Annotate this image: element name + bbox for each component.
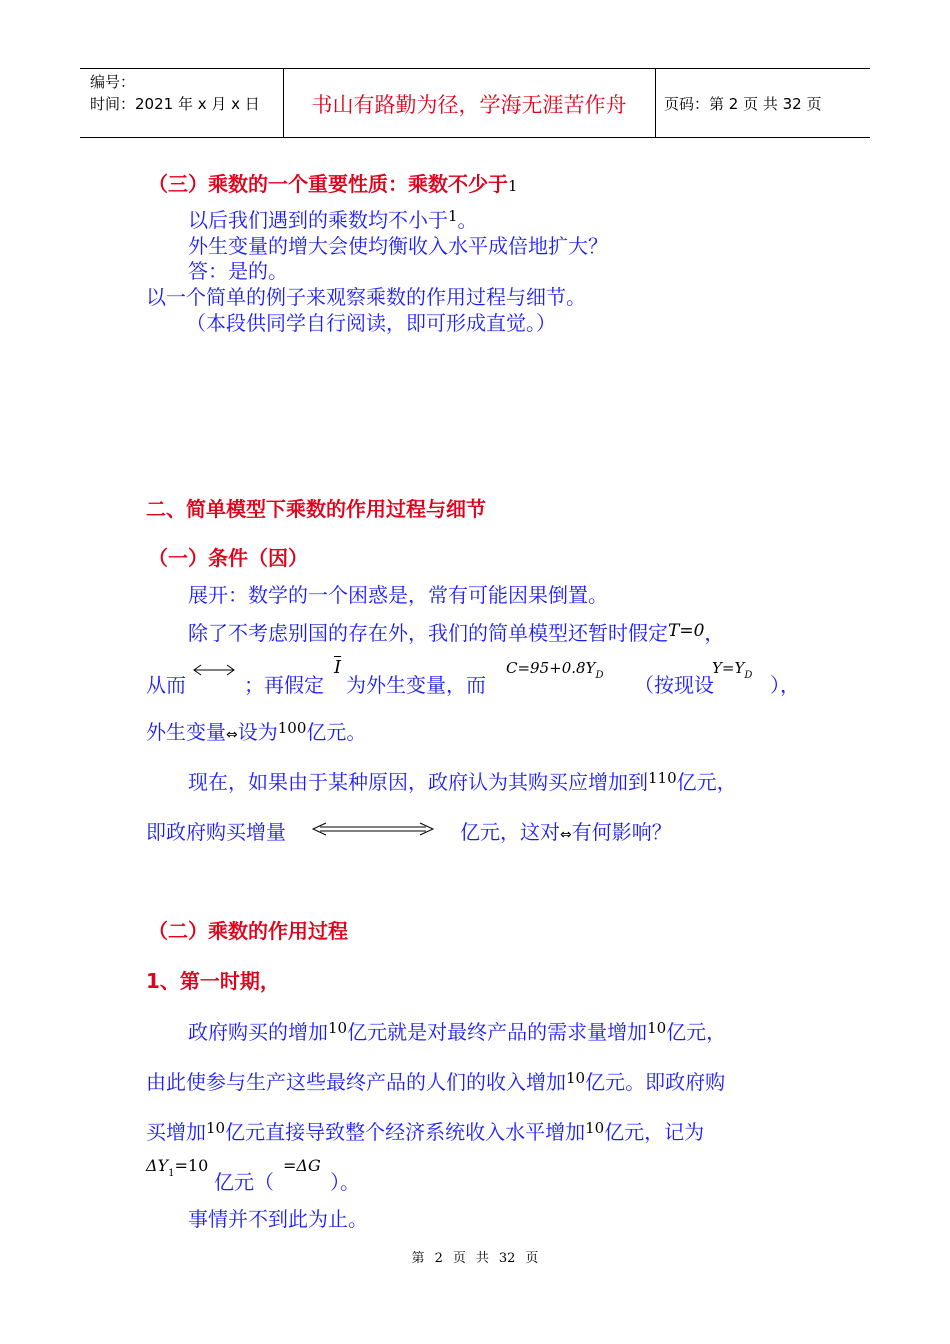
footer-text: 共 [475, 1251, 489, 1266]
header-meta [90, 71, 260, 115]
section-3-title [148, 172, 518, 198]
step-1-title: 1、第一时期， [146, 969, 280, 993]
condition-line-5-text: 现在，如果由于某种原因，政府认为其购买应增加到 [188, 770, 648, 794]
condition-line-4-end: 亿元。 [306, 720, 367, 744]
condition-line-3d: （按现设 [634, 673, 714, 697]
header-motto: 书山有路勤为径，学海无涯苦作舟 [311, 93, 627, 117]
condition-line-2-text: 除了不考虑别国的存在外，我们的简单模型还暂时假定 [188, 621, 668, 645]
para-1-text: 以后我们遇到的乘数均不小于 [188, 208, 448, 232]
para-3: 答：是的。 [188, 259, 288, 283]
math-delta-y1-sub: 1 [168, 1168, 175, 1179]
footer-page-number: 2 [434, 1251, 443, 1266]
condition-line-3c: 为外生变量，而 [346, 673, 486, 697]
value-110: 110 [648, 769, 677, 787]
detail-line-1-end: 亿元， [666, 1020, 727, 1044]
condition-line-2 [188, 621, 724, 647]
para-4: 以一个简单的例子来观察乘数的作用过程与细节。 [146, 285, 586, 309]
detail-line-3-text: 买增加 [146, 1120, 206, 1144]
value-10: 10 [206, 1119, 226, 1137]
condition-line-6-end: 有何影响？ [571, 820, 672, 844]
time-label: 时间：2021 年 x 月 x 日 [90, 95, 260, 113]
value-10: 10 [566, 1069, 586, 1087]
math-delta-y1-text: ΔY [146, 1156, 169, 1175]
math-y-equals-yd [712, 656, 752, 683]
value-10: 10 [328, 1019, 348, 1037]
condition-line-6-text: 亿元，这对 [460, 820, 560, 844]
math-consumption-text: C=95+0.8Y [506, 659, 596, 677]
para-1 [188, 208, 478, 234]
condition-line-3b: ；再假定 [244, 673, 324, 697]
footer-text: 第 [411, 1251, 425, 1266]
footer-text: 页 [452, 1251, 466, 1266]
header-divider [655, 69, 656, 137]
detail-line-2-text: 由此使参与生产这些最终产品的人们的收入增加 [146, 1070, 566, 1094]
para-1-end: 。 [457, 208, 478, 232]
detail-line-1-text: 政府购买的增加 [188, 1020, 328, 1044]
math-consumption-function [506, 656, 604, 683]
detail-line-1-mid: 亿元就是对最终产品的需求量增加 [347, 1020, 648, 1044]
footer-text: 页 [525, 1251, 539, 1266]
condition-line-4-mid: 设为 [237, 720, 278, 744]
subsection-2-title: （二）乘数的作用过程 [148, 919, 348, 943]
value-10: 10 [585, 1119, 605, 1137]
detail-line-1 [188, 1020, 726, 1046]
math-i-bar-text: $\overline{I}$ [334, 657, 342, 678]
condition-line-4 [146, 720, 366, 747]
page-footer [0, 1247, 950, 1266]
condition-line-6a: 即政府购买增量 [146, 820, 286, 844]
detail-line-4b: ）。 [330, 1170, 360, 1194]
condition-line-4-text: 外生变量 [146, 720, 226, 744]
value-100: 100 [277, 719, 307, 737]
condition-line-3a: 从而 [146, 673, 186, 697]
condition-line-1: 展开：数学的一个困惑是，常有可能因果倒置。 [188, 583, 608, 607]
subsection-1-title: （一）条件（因） [148, 546, 308, 570]
detail-line-3-mid: 亿元直接导致整个经济系统收入水平增加 [225, 1120, 586, 1144]
detail-line-3 [146, 1120, 704, 1146]
math-y-equals-yd-text: Y=Y [712, 659, 745, 677]
para-1-num: 1 [448, 207, 458, 225]
para-5: （本段供同学自行阅读，即可形成直觉。） [186, 311, 556, 335]
condition-line-6b [460, 820, 672, 847]
section-2-title: 二、简单模型下乘数的作用过程与细节 [146, 497, 486, 521]
condition-line-3e: ）， [770, 673, 800, 697]
para-2: 外生变量的增大会使均衡收入水平成倍地扩大？ [188, 234, 608, 258]
detail-line-3-end: 亿元，记为 [604, 1120, 705, 1144]
footer-total-pages: 32 [498, 1251, 516, 1266]
math-y-equals-yd-sub: D [744, 670, 753, 681]
math-t-equals-zero: T=0 [668, 621, 705, 641]
iff-symbol: ⇔ [560, 827, 572, 843]
detail-line-5: 事情并不到此为止。 [188, 1207, 368, 1231]
condition-line-2-end: ， [704, 621, 725, 645]
math-i-bar [334, 656, 341, 680]
detail-line-2-end: 亿元。即政府购 [585, 1070, 726, 1094]
condition-line-5-end: 亿元， [676, 770, 737, 794]
header-table [80, 68, 870, 138]
section-3-title-text: （三）乘数的一个重要性质：乘数不少于 [148, 172, 508, 196]
math-delta-y1 [146, 1154, 208, 1181]
math-consumption-sub: D [595, 670, 604, 681]
code-label: 编号： [90, 73, 136, 91]
header-page-info: 页码：第 2 页 共 32 页 [664, 95, 822, 113]
iff-symbol: ⇔ [226, 727, 238, 743]
section-3-title-num: 1 [508, 177, 518, 195]
detail-line-2 [146, 1070, 725, 1096]
double-arrow-icon [190, 662, 238, 678]
value-10: 10 [647, 1019, 667, 1037]
detail-line-4a: 亿元（ [214, 1170, 274, 1194]
long-double-arrow-icon [310, 822, 436, 836]
condition-line-5 [188, 770, 737, 796]
math-equals-delta-g: =ΔG [283, 1156, 321, 1175]
math-delta-y1-tail: =10 [174, 1156, 209, 1175]
